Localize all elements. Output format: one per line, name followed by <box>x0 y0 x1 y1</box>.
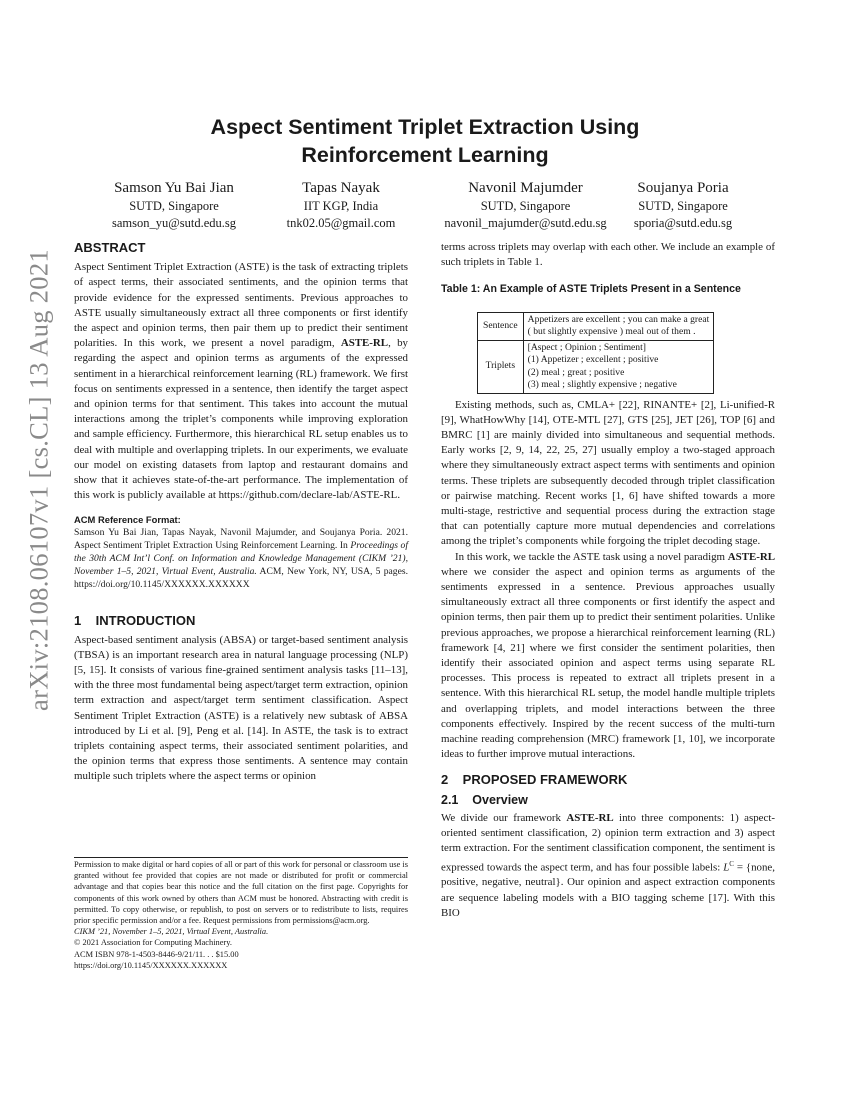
overview-part-3: = {none, positive, negative, neutral}. Our opinion and aspect extraction components are sequence labeling models with a BIO tagging scheme [17]. With this BIO <box>441 861 775 919</box>
acm-reference-heading: ACM Reference Format: <box>74 514 181 526</box>
footnote-rule <box>74 857 408 858</box>
acm-reference-part-1: Samson Yu Bai Jian, Tapas Nayak, Navonil Majumder, and Soujanya Poria. 2021. Aspect Sentiment Triplet Extraction Using Reinforcement Learning. In <box>74 527 408 552</box>
isbn: ACM ISBN 978-1-4503-8446-9/21/11. . . $15.00 <box>74 949 239 959</box>
paper-title-line-1: Aspect Sentiment Triplet Extraction Using <box>210 115 640 139</box>
author-block-4 <box>622 178 744 232</box>
sentence-label-cell: Sentence <box>478 312 524 340</box>
author-name: Soujanya Poria <box>637 180 729 196</box>
author-affiliation: IIT KGP, India <box>303 199 379 213</box>
existing-methods-paragraph: Existing methods, such as, CMLA+ [22], RINANTE+ [2], Li-unified-R [9], WhatHowWhy [14], OTE-MTL [27], GTS [25], JET [26], TOP [6] and BMRC [1] are mainly divided into simultaneous and sequential methods. Early works [2, 9, 14, 22, 25, 27] usually employ a two-staged approach where they simultaneously extract aspect terms with sentiments and opinion terms. These triplets are subsequently decoded through triplet classification or pairwise matching. Recent works [1, 6] have shifted towards a more multi-stage, restrictive and sequential process during the extraction stage that can potentially capture more mutual dependencies and correlations among the triplet’s components while forgoing the triplet decoding stage. <box>441 398 775 548</box>
section-1-heading: 1 INTRODUCTION <box>74 613 196 629</box>
triplet-line: (3) meal ; slightly expensive ; negative <box>527 379 677 391</box>
author-email[interactable]: sporia@sutd.edu.sg <box>633 216 733 230</box>
this-work-paragraph <box>441 550 775 763</box>
abstract-heading: ABSTRACT <box>74 240 146 255</box>
label-set-superscript: C <box>729 859 734 868</box>
this-work-part-2: where we consider the aspect and opinion terms as arguments of the sentiments expressed in a sentence. Previous approaches usually simultaneously extract all three components or first identify the aspect and opinion terms, then pair them up to predict their sentiment polarities. Unlike previous approaches, we propose a hierarchical reinforcement learning (RL) framework [4, 21] where we first consider the sentiment polarities, then identify their associated opinion and aspect terms using separate RL processes. This process is repeated to extract all triplets present in a sentence. With this hierarchical RL setup, the model handle multiple triplets and overlapping triplets, and model interactions between the three components effectively. Inspired by the recent success of the multi-turn machine reading comprehension (MRC) framework [1, 10], we incorporate ideas to further improve mutual interactions. <box>441 565 775 761</box>
abstract-text-part-1: Aspect Sentiment Triplet Extraction (ASTE) is the task of extracting triplets of aspect terms, their associated sentiments, and the opinion terms that provide evidence for the expressed sentiments. Previous approaches to ASTE usually simultaneously extract all three components or first identify the aspect and opinion terms, then pair them up to predict their sentiment polarities. In this work, we present a novel paradigm, <box>74 261 408 350</box>
author-name: Samson Yu Bai Jian <box>114 180 234 196</box>
sentence-cell <box>523 312 714 340</box>
method-name: ASTE-RL <box>727 550 775 563</box>
acm-reference-part-2: ACM, New York, NY, USA, 5 pages. https://doi.org/10.1145/XXXXXX.XXXXXX <box>74 566 408 591</box>
author-email[interactable]: samson_yu@sutd.edu.sg <box>111 216 236 230</box>
footnote-block <box>74 859 408 971</box>
aste-example-table <box>477 312 714 394</box>
author-affiliation: SUTD, Singapore <box>638 199 728 213</box>
paper-title-line-2: Reinforcement Learning <box>301 143 549 167</box>
triplet-line: (2) meal ; great ; positive <box>527 366 625 378</box>
author-affiliation: SUTD, Singapore <box>129 199 219 213</box>
author-email[interactable]: tnk02.05@gmail.com <box>286 216 396 230</box>
label-set-symbol: L <box>723 861 730 874</box>
table-row <box>478 340 714 393</box>
introduction-continuation: terms across triplets may overlap with each other. We include an example of such triplets in Table 1. <box>441 241 775 269</box>
right-column <box>441 240 775 921</box>
author-email[interactable]: navonil_majumder@sutd.edu.sg <box>444 216 607 230</box>
author-affiliation: SUTD, Singapore <box>480 199 571 213</box>
this-work-part-1: In this work, we tackle the ASTE task using a novel paradigm <box>455 550 728 563</box>
arxiv-identifier-stamp <box>14 249 64 711</box>
overview-part-1: We divide our framework <box>441 811 567 824</box>
abstract-text <box>74 260 408 503</box>
method-name: ASTE-RL <box>566 811 614 824</box>
abstract-text-part-2: , by regarding the aspect and opinion terms as arguments of the expressed sentiment in a hierarchical reinforcement learning (RL) framework. We first focus on sentiments expressed in a sentence, then identify the target aspect and opinion terms for that sentiment. This takes into account the mutual interactions among the triplet’s components while improving exploration and sample efficiency. Furthermore, this hierarchical RL setup enables us to deal with multiple and overlapping triplets. In our experiments, we evaluate our model on existing datasets from laptop and restaurant domains and show that it achieves state-of-the-art performance. The implementation of this work is publicly available at https://github.com/declare-lab/ASTE-RL. <box>74 337 408 502</box>
triplet-line: [Aspect ; Opinion ; Sentiment] <box>527 341 646 353</box>
introduction-text: Aspect-based sentiment analysis (ABSA) or target-based sentiment analysis (TBSA) is an important research area in natural language processing (NLP) [5, 15]. It consists of various fine-grained sentiment analysis tasks [11–13], with the three most fundamental being aspect/target term extraction, opinion term extraction and aspect/target term sentiment classification. Aspect Sentiment Triplet Extraction (ASTE) is a relatively new subtask of ABSA introduced by Li et al. [9], Peng et al. [14]. In ASTE, the task is to extract triplets containing aspect terms, their associated sentiment polarities, and the opinion terms that express those sentiments. A sentence may contain multiple such triplets where the aspect terms or opinion <box>74 633 408 783</box>
section-2-heading: 2 PROPOSED FRAMEWORK <box>441 772 628 788</box>
triplets-label-cell: Triplets <box>478 340 524 393</box>
sentence-line: Appetizers are excellent ; you can make a great <box>527 313 710 325</box>
author-block-3 <box>428 178 623 232</box>
conference-info: CIKM ’21, November 1–5, 2021, Virtual Event, Australia. <box>74 927 269 937</box>
acm-reference-text <box>74 526 408 591</box>
author-name: Navonil Majumder <box>468 180 583 196</box>
overview-paragraph <box>441 811 775 921</box>
subsection-2-1-heading: 2.1 Overview <box>441 792 528 807</box>
triplet-line: (1) Appetizer ; excellent ; positive <box>527 354 659 366</box>
author-name: Tapas Nayak <box>302 180 380 196</box>
triplets-cell <box>523 340 714 393</box>
permission-notice: Permission to make digital or hard copies of all or part of this work for personal or classroom use is granted without fee provided that copies are not made or distributed for profit or commercial advantage and that copies bear this notice and the full citation on the first page. Copyrights for components of this work owned by others than ACM must be honored. Abstracting with credit is permitted. To copy otherwise, or republish, to post on servers or to redistribute to lists, requires prior specific permission and/or a fee. Request permissions from permissions@acm.org. <box>74 860 408 926</box>
acm-reference-proceedings: Proceedings of the 30th ACM Int’l Conf. on Information and Knowledge Management (CIKM ’21), November 1–5, 2021, Virtual Event, Australia. <box>74 540 408 578</box>
table-row <box>478 312 714 340</box>
table-1-caption: Table 1: An Example of ASTE Triplets Present in a Sentence <box>441 283 741 296</box>
copyright-notice: © 2021 Association for Computing Machinery. <box>74 938 232 948</box>
doi-link[interactable]: https://doi.org/10.1145/XXXXXX.XXXXXX <box>74 960 228 970</box>
left-column <box>74 240 408 785</box>
arxiv-identifier-text[interactable]: arXiv:2108.06107v1 [cs.CL] 13 Aug 2021 <box>23 249 54 711</box>
overview-part-2: into three components: 1) aspect-oriented sentiment classification, 2) opinion term extraction and 3) aspect term extraction. For the sentiment classification component, the sentiment is expressed towards the aspect term, and has four possible labels: <box>441 811 775 874</box>
sentence-line: ( but slightly expensive ) meal out of them . <box>527 326 696 338</box>
author-block-2 <box>272 178 410 232</box>
method-name: ASTE-RL <box>340 337 389 350</box>
author-block-1 <box>100 178 248 232</box>
